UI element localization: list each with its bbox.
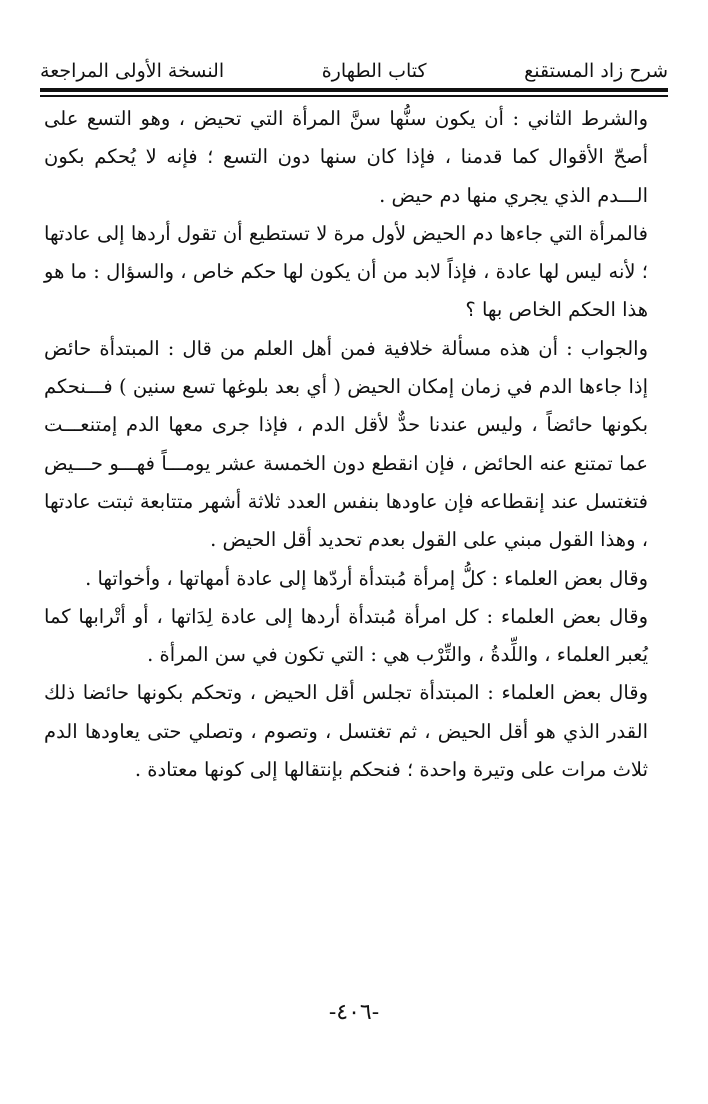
page-number: -٤٠٦- xyxy=(328,1000,380,1025)
header-edition: النسخة الأولى المراجعة xyxy=(40,60,225,82)
header-rule-thin xyxy=(40,95,668,97)
page-header xyxy=(40,48,668,82)
paragraph-opinion-peers: وقال بعض العلماء : كل امرأة مُبتدأة أردها إلى عادة لِدَاتها ، أو أتْرابها كما يُعبر العلماء ، واللِّدةُ ، والتِّرْب هي : التي تكون في سن المرأة . xyxy=(44,604,648,667)
header-chapter: كتاب الطهارة xyxy=(321,60,427,82)
paragraph-opinion-minimum: وقال بعض العلماء : المبتدأة تجلس أقل الحيض ، وتحكم بكونها حائضا ذلك القدر الذي هو أقل الحيض ، ثم تغتسل ، وتصوم ، وتصلي حتى يعاودها الدم ثلاث مرات على وتيرة واحدة ؛ فنحكم بإنتقالها إلى كونها معتادة . xyxy=(44,681,648,782)
paragraph-first-blood: فالمرأة التي جاءها دم الحيض لأول مرة لا تستطيع أن تقول أردها إلى عادتها ؛ لأنه ليس لها عادة ، فإذاً لابد من أن يكون لها حكم خاص ، والسؤال : ما هو هذا الحكم الخاص بها ؟ xyxy=(44,221,648,322)
paragraph-second-condition: والشرط الثاني : أن يكون سنُّها سنَّ المرأة التي تحيض ، وهو التسع على أصحّ الأقوال كما قدمنا ، فإذا كان سنها دون التسع ؛ فإنه لا يُحكم بكون الـــدم الذي يجري منها دم حيض . xyxy=(44,107,648,207)
header-book-title: شرح زاد المستقنع xyxy=(524,60,668,82)
paragraph-opinion-mothers: وقال بعض العلماء : كلُّ إمرأة مُبتدأة أردّها إلى عادة أمهاتها ، وأخواتها . xyxy=(85,566,648,590)
header-rule-thick xyxy=(40,88,668,92)
page-body xyxy=(44,100,648,789)
paragraph-answer: والجواب : أن هذه مسألة خلافية فمن أهل العلم من قال : المبتدأة حائض إذا جاءها الدم في زمان إمكان الحيض ( أي بعد بلوغها تسع سنين ) فـــنحكم بكونها حائضاً ، وليس عندنا حدٌّ لأقل الدم ، فإذا جرى معها الدم إمتنعـــت عما تمتنع عنه الحائض ، فإن انقطع دون الخمسة عشر يومـــاً فهـــو حـــيض فتغتسل عند إنقطاعه فإن عاودها بنفس العدد ثلاثة أشهر متتابعة ثبتت عادتها ، وهذا القول مبني على القول بعدم تحديد أقل الحيض . xyxy=(44,336,648,552)
